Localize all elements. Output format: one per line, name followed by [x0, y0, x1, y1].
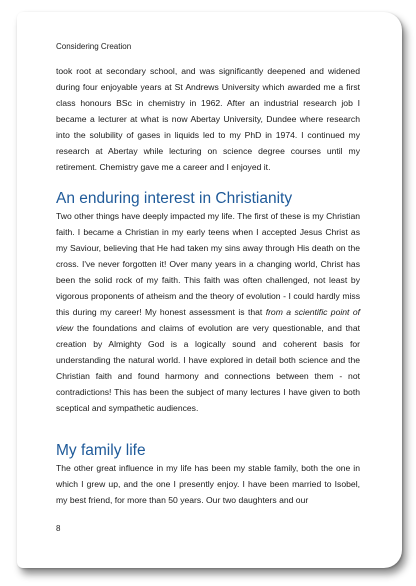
paragraph-text: the foundations and claims of evolution are very questionable, and that creation by Almighty God is a logically sound and coherent basis for understanding the natural world. I have explored in detail both science and the Christian faith and found harmony and connections between them - not contradictions! This has been the subject of many lectures I have given to both sceptical and sympathetic audiences.: [56, 323, 360, 413]
running-head: Considering Creation: [56, 42, 132, 51]
emphasis-text: from a scientific point of view: [56, 307, 360, 333]
family-paragraph: The other great influence in my life has been my stable family, both the one in which I grew up, and the one I presently enjoy. I have been married to Isobel, my best friend, for more than 50 years. Our two daughters and our: [56, 463, 360, 505]
page-number: 8: [56, 524, 61, 533]
intro-paragraph: took root at secondary school, and was significantly deepened and widened during four enjoyable years at St Andrews University which awarded me a first class honours BSc in chemistry in 1962. After an industrial research job I became a lecturer at what is now Abertay University, Dundee where research into the solubility of gases in liquids led to my PhD in 1974. I continued my research at Abertay while lecturing on science degree courses until my retirement. Chemistry gave me a career and I enjoyed it.: [56, 66, 360, 172]
christianity-paragraph: [56, 208, 360, 416]
section-heading-christianity: An enduring interest in Christianity: [56, 190, 293, 207]
section-heading-family: My family life: [56, 442, 146, 459]
paragraph-text: Two other things have deeply impacted my life. The first of these is my Christian faith. I became a Christian in my early teens when I accepted Jesus Christ as my Saviour, believing that He had taken my sins away through His death on the cross. I've never forgotten it! Over many years in a changing world, Christ has been the solid rock of my faith. This faith was often challenged, not least by vigorous proponents of atheism and the theory of evolution - I could hardly miss this during my career! My honest assessment is that: [56, 211, 360, 317]
